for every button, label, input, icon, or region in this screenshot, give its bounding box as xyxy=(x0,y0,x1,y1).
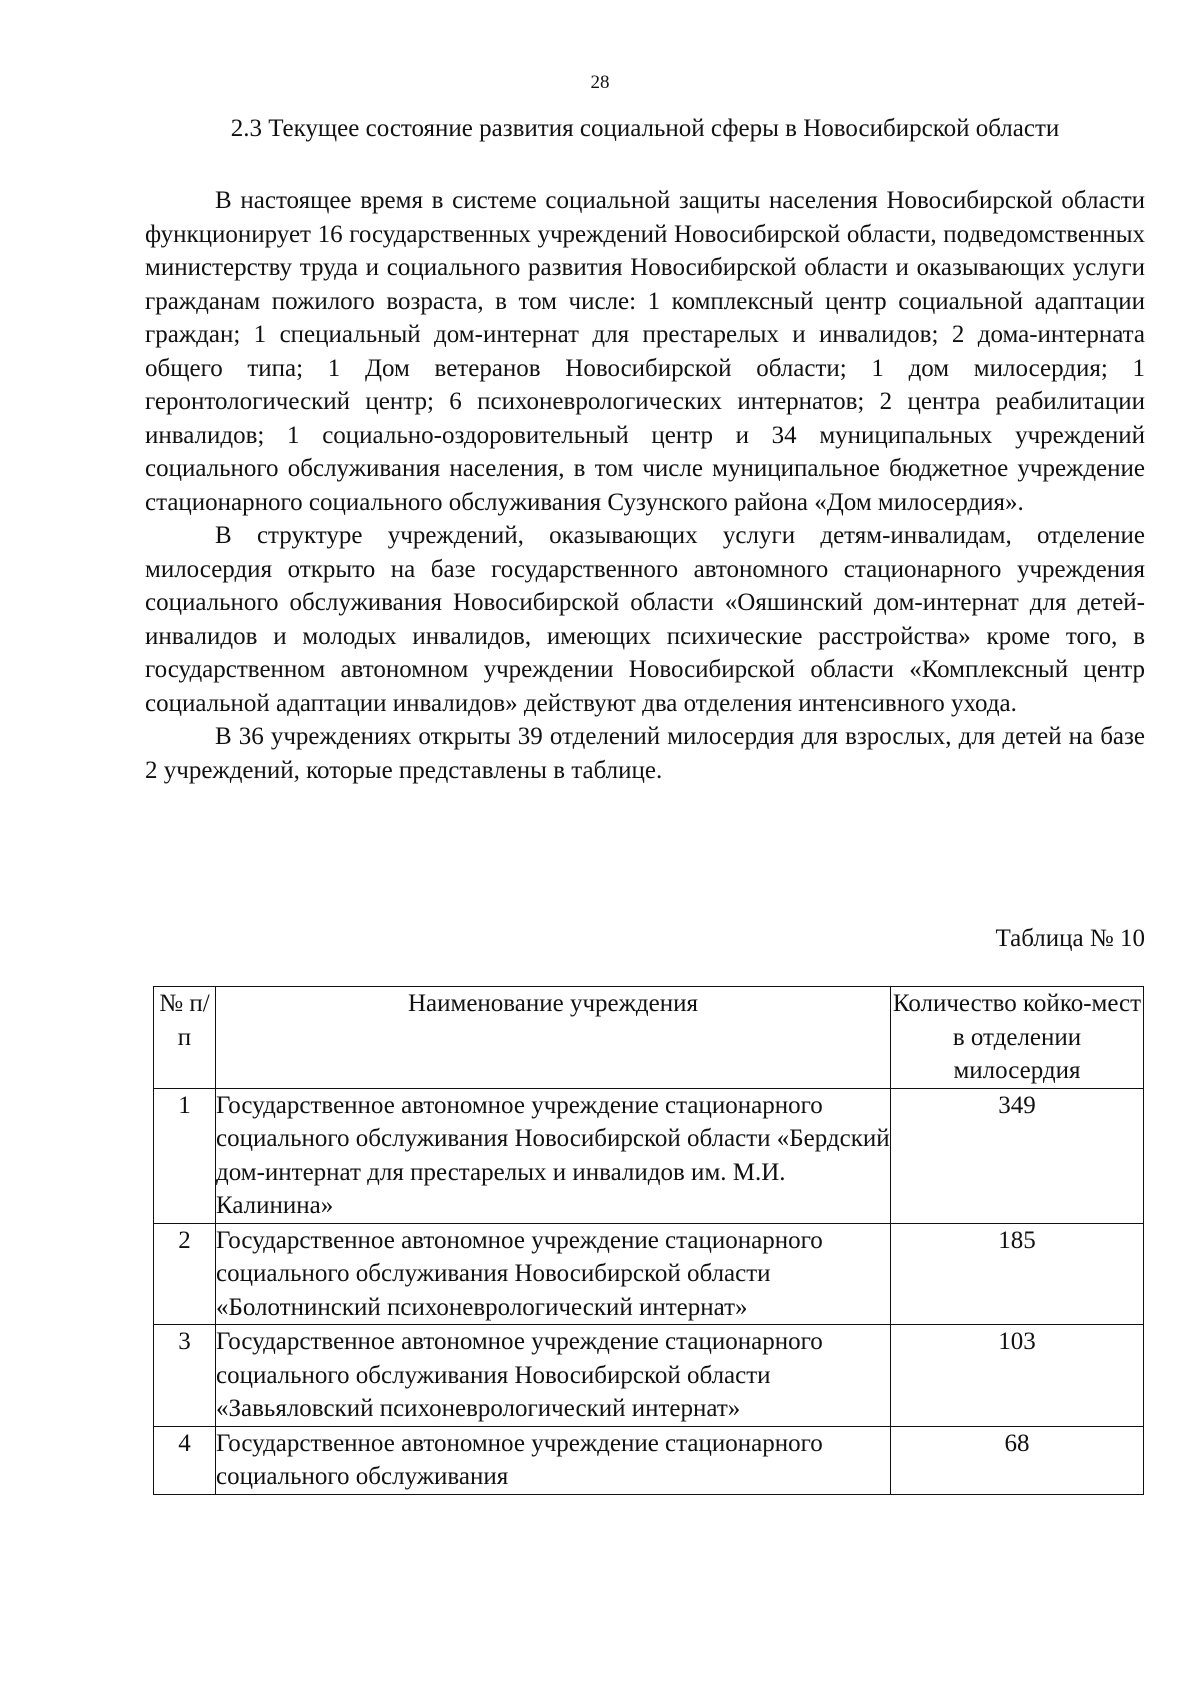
table-row xyxy=(154,1426,1144,1494)
row-number: 4 xyxy=(154,1426,216,1494)
table-row xyxy=(154,1088,1144,1223)
row-number: 1 xyxy=(154,1088,216,1223)
row-institution-name: Государственное автономное учреждение стационарного социального обслуживания Новосибирской области «Завьяловский психоневрологический интернат» xyxy=(216,1325,891,1427)
page-number: 28 xyxy=(590,72,610,93)
row-institution-name: Государственное автономное учреждение стационарного социального обслуживания xyxy=(216,1426,891,1494)
body-text xyxy=(145,184,1145,787)
row-bed-count: 185 xyxy=(891,1223,1144,1325)
table-header-row xyxy=(154,987,1144,1089)
table-row xyxy=(154,1223,1144,1325)
row-number: 3 xyxy=(154,1325,216,1427)
paragraph-institutions-overview: В настоящее время в системе социальной защиты населения Новосибирской области функционирует 16 государственных учреждений Новосибирской области, подведомственных министерству труда и социального развития Новосибирской области и оказывающих услуги гражданам пожилого возраста, в том числе: 1 комплексный центр социальной адаптации граждан; 1 специальный дом-интернат для престарелых и инвалидов; 2 дома-интерната общего типа; 1 Дом ветеранов Новосибирской области; 1 дом милосердия; 1 геронтологический центр; 6 психоневрологических интернатов; 2 центра реабилитации инвалидов; 1 социально-оздоровительный центр и 34 муниципальных учреждений социального обслуживания населения, в том числе муниципальное бюджетное учреждение стационарного социального обслуживания Сузунского района «Дом милосердия». xyxy=(145,187,1145,516)
paragraph-children-services: В структуре учреждений, оказывающих услуги детям-инвалидам, отделение милосердия открыто на базе государственного автономного стационарного учреждения социального обслуживания Новосибирской области «Ояшинский дом-интернат для детей-инвалидов и молодых инвалидов, имеющих психические расстройства» кроме того, в государственном автономном учреждении Новосибирской области «Комплексный центр социальной адаптации инвалидов» действуют два отделения интенсивного ухода. xyxy=(145,522,1145,717)
row-institution-name: Государственное автономное учреждение стационарного социального обслуживания Новосибирской области «Болотнинский психоневрологический интернат» xyxy=(216,1223,891,1325)
mercy-departments-table xyxy=(153,986,1144,1495)
paragraph-mercy-departments: В 36 учреждениях открыты 39 отделений милосердия для взрослых, для детей на базе 2 учреждений, которые представлены в таблице. xyxy=(145,723,1145,784)
section-heading: 2.3 Текущее состояние развития социальной сферы в Новосибирской области xyxy=(230,115,1060,142)
header-institution-name: Наименование учреждения xyxy=(216,987,891,1089)
row-bed-count: 103 xyxy=(891,1325,1144,1427)
table-caption: Таблица № 10 xyxy=(995,925,1145,952)
row-number: 2 xyxy=(154,1223,216,1325)
header-bed-count: Количество койко-мест в отделении милосердия xyxy=(891,987,1144,1089)
header-number: № п/п xyxy=(154,987,216,1089)
row-bed-count: 349 xyxy=(891,1088,1144,1223)
table-row xyxy=(154,1325,1144,1427)
row-institution-name: Государственное автономное учреждение стационарного социального обслуживания Новосибирской области «Бердский дом-интернат для престарелых и инвалидов им. М.И. Калинина» xyxy=(216,1088,891,1223)
row-bed-count: 68 xyxy=(891,1426,1144,1494)
